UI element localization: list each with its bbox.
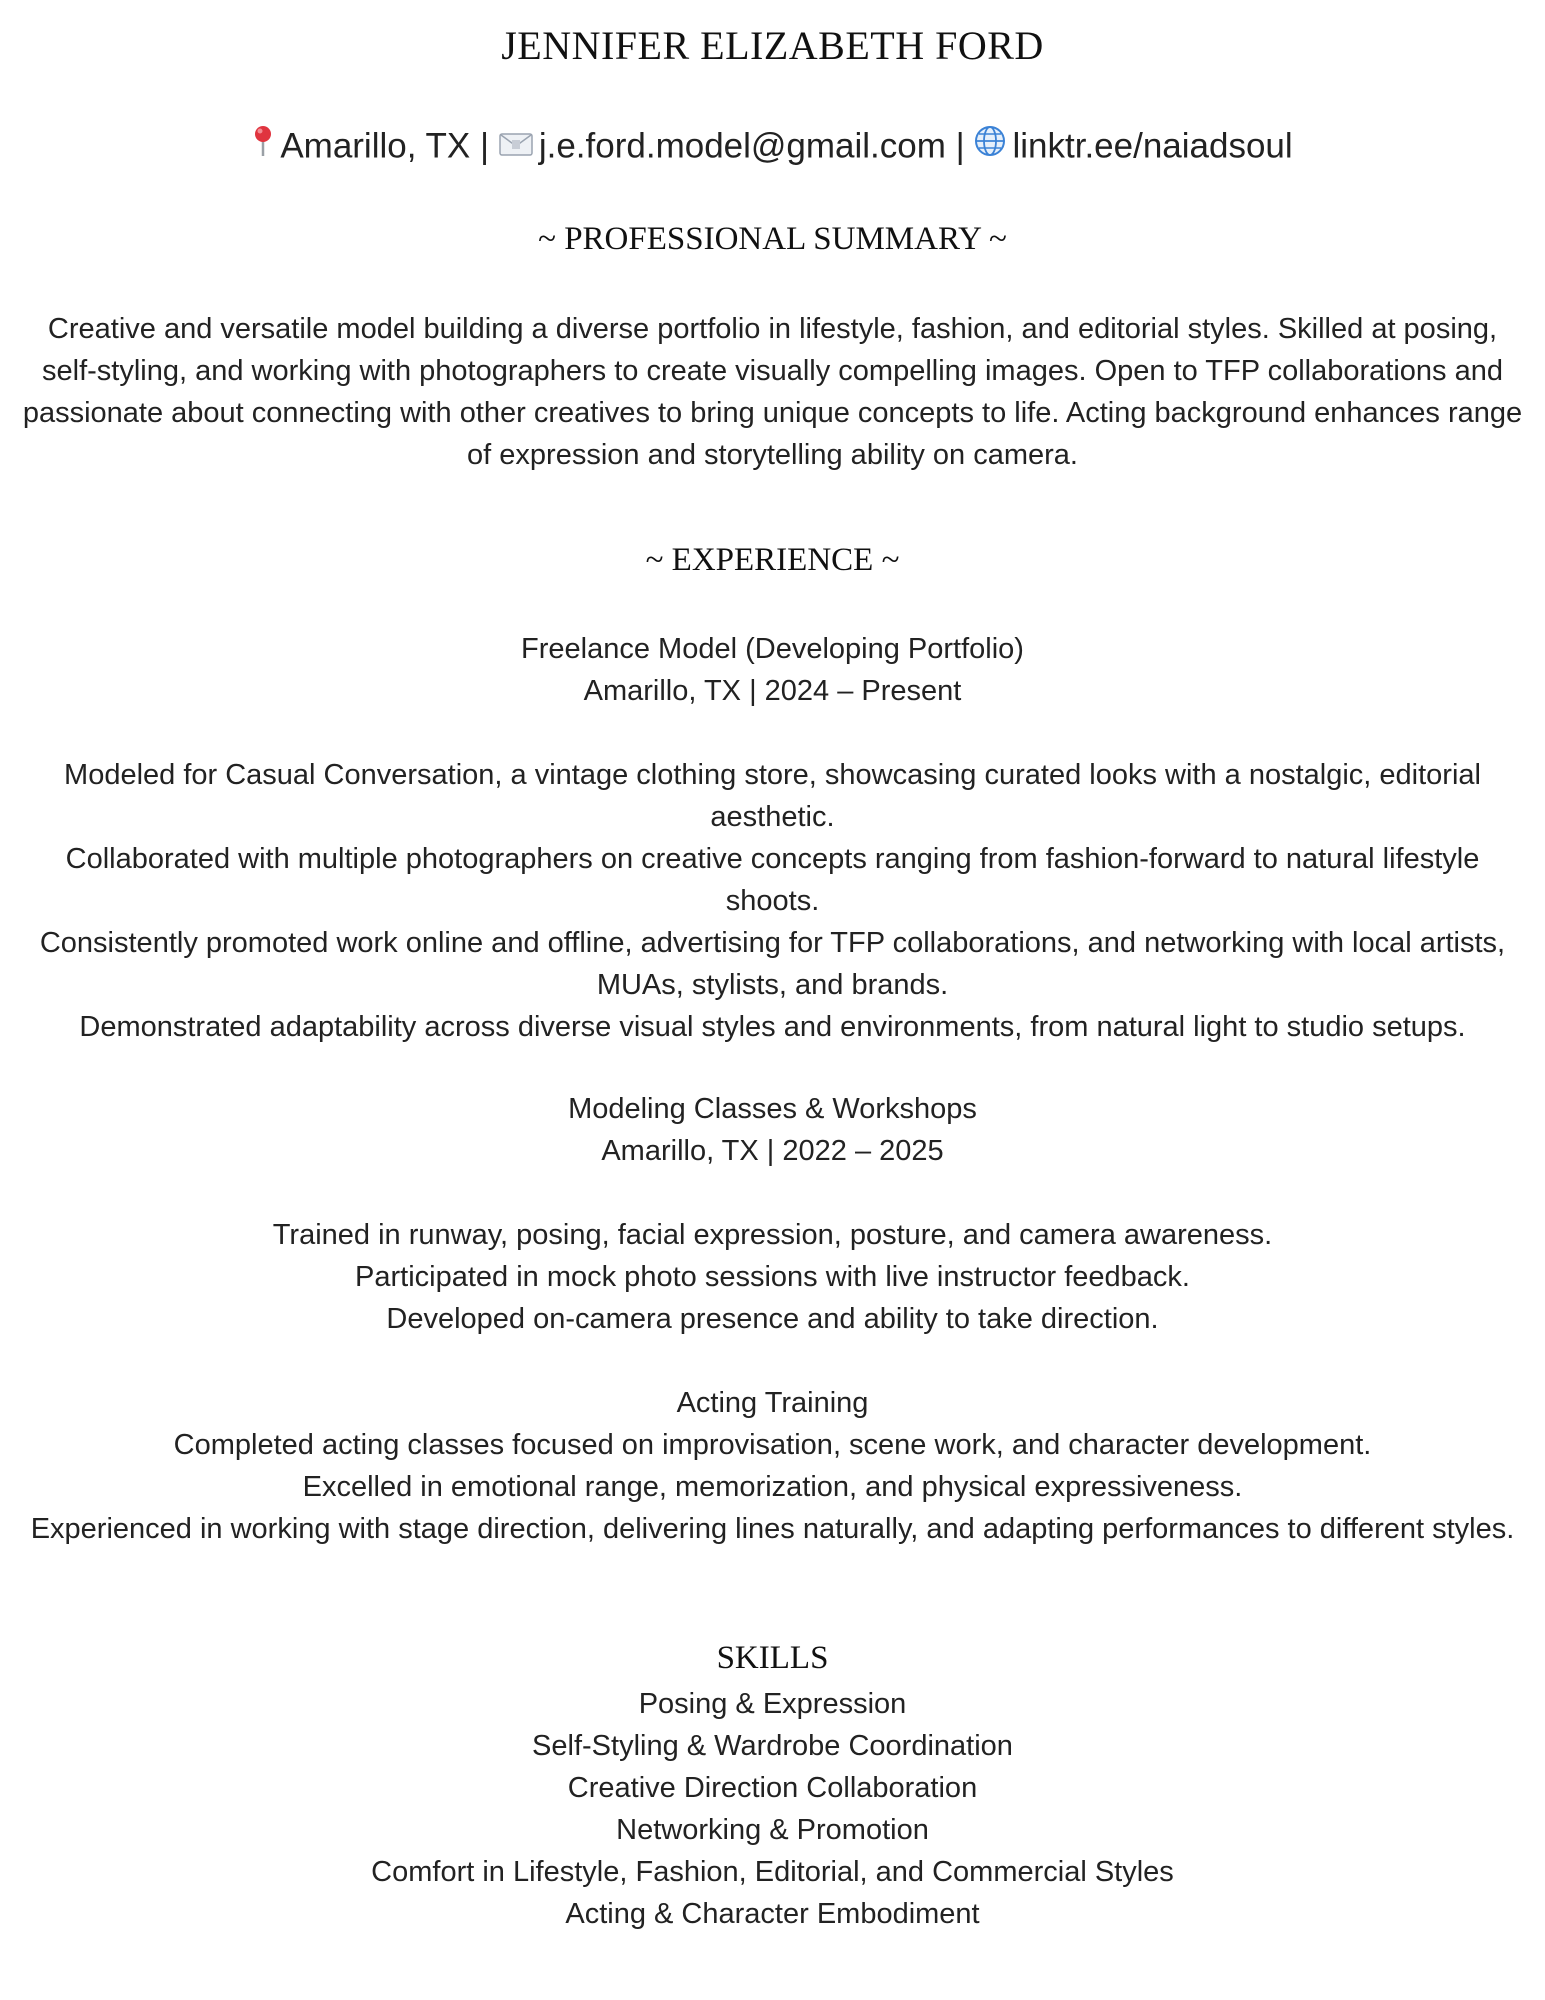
summary-text: Creative and versatile model building a diverse portfolio in lifestyle, fashion, and editorial styles. Skilled at posing, self-styling, and working with photographers to create visually compelling images. Open to TFP collaborations and passionate about connecting with other creatives to bring unique concepts to life. Acting background enhances range of expression and storytelling ability on camera. bbox=[22, 313, 1523, 471]
experience-entry bbox=[0, 1382, 1545, 1550]
summary-heading: ~ PROFESSIONAL SUMMARY ~ bbox=[538, 221, 1007, 257]
resume-name: JENNIFER ELIZABETH FORD bbox=[501, 23, 1044, 68]
experience-bullet: Excelled in emotional range, memorization, and physical expressiveness. bbox=[302, 1471, 1243, 1503]
experience-role: Freelance Model (Developing Portfolio) bbox=[521, 633, 1024, 665]
skills-heading: SKILLS bbox=[716, 1640, 829, 1676]
experience-bullet: Collaborated with multiple photographers on creative concepts ranging from fashion-forward to natural lifestyle shoots. bbox=[65, 843, 1480, 917]
skill-item: Posing & Expression bbox=[638, 1688, 907, 1720]
skill-item: Self-Styling & Wardrobe Coordination bbox=[532, 1730, 1013, 1762]
contact-separator: | bbox=[480, 126, 490, 166]
experience-bullet: Completed acting classes focused on improvisation, scene work, and character development. bbox=[173, 1429, 1372, 1461]
pin-icon bbox=[252, 124, 274, 168]
experience-bullet: Consistently promoted work online and offline, advertising for TFP collaborations, and networking with local artists, MUAs, stylists, and brands. bbox=[39, 927, 1506, 1001]
experience-bullets bbox=[0, 754, 1545, 1048]
experience-bullet: Developed on-camera presence and ability to take direction. bbox=[386, 1303, 1159, 1335]
contact-separator: | bbox=[955, 126, 965, 166]
skill-item: Creative Direction Collaboration bbox=[567, 1772, 978, 1804]
experience-bullet: Experienced in working with stage direction, delivering lines naturally, and adapting performances to different styles. bbox=[30, 1513, 1515, 1545]
experience-bullet: Modeled for Casual Conversation, a vintage clothing store, showcasing curated looks with a nostalgic, editorial aesthetic. bbox=[64, 759, 1481, 833]
experience-role: Modeling Classes & Workshops bbox=[568, 1093, 977, 1125]
experience-heading: ~ EXPERIENCE ~ bbox=[645, 542, 900, 578]
experience-bullet: Demonstrated adaptability across diverse visual styles and environments, from natural light to studio setups. bbox=[79, 1011, 1466, 1043]
contact-website[interactable]: linktr.ee/naiadsoul bbox=[1012, 126, 1293, 166]
experience-entry bbox=[0, 628, 1545, 712]
experience-role: Acting Training bbox=[676, 1387, 869, 1419]
envelope-icon bbox=[499, 124, 533, 168]
experience-meta: Amarillo, TX | 2024 – Present bbox=[583, 675, 962, 707]
experience-bullets bbox=[0, 1214, 1545, 1340]
skills-list bbox=[0, 1683, 1545, 1935]
experience-bullet: Trained in runway, posing, facial expression, posture, and camera awareness. bbox=[272, 1219, 1273, 1251]
experience-bullet: Participated in mock photo sessions with live instructor feedback. bbox=[355, 1261, 1190, 1293]
skill-item: Comfort in Lifestyle, Fashion, Editorial, and Commercial Styles bbox=[371, 1856, 1174, 1888]
experience-meta: Amarillo, TX | 2022 – 2025 bbox=[601, 1135, 944, 1167]
skill-item: Acting & Character Embodiment bbox=[565, 1898, 980, 1930]
contact-location: Amarillo, TX bbox=[280, 126, 471, 166]
globe-icon bbox=[974, 124, 1006, 168]
contact-email[interactable]: j.e.ford.model@gmail.com bbox=[538, 126, 946, 166]
skill-item: Networking & Promotion bbox=[616, 1814, 929, 1846]
experience-entry bbox=[0, 1088, 1545, 1172]
contact-line bbox=[0, 124, 1545, 172]
